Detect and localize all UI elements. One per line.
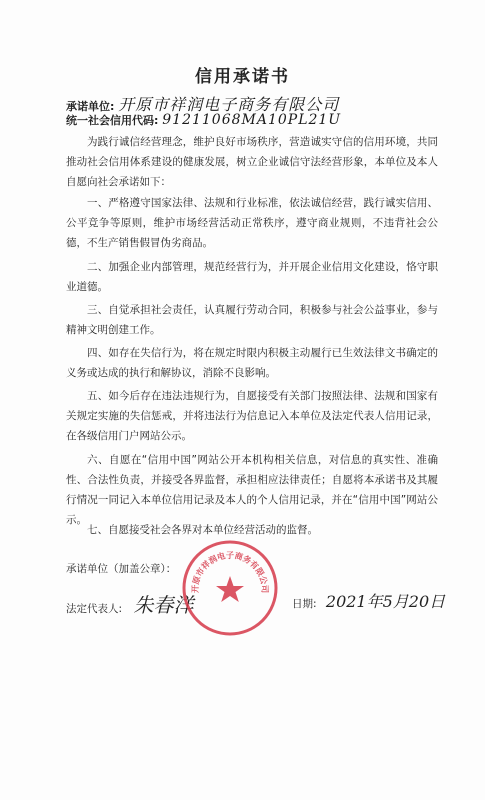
paragraph-2: 二、加强企业内部管理，规范经营行为，并开展企业信用文化建设，恪守职业道德。 — [66, 261, 438, 293]
company-seal-icon — [180, 538, 280, 638]
legal-rep-label: 法定代表人: — [66, 603, 123, 615]
credit-code-row — [66, 112, 341, 128]
legal-rep-signature: 朱春洋 — [133, 593, 194, 617]
credit-code-handwritten: 91211068MA10PL21U — [162, 112, 342, 128]
seal-text: 开原市祥润电子商务有限公司 — [189, 550, 271, 594]
date-handwritten: 2021年5月20日 — [325, 592, 446, 611]
seal-star-icon — [216, 576, 244, 602]
unit-name-handwritten: 开原市祥润电子商务有限公司 — [118, 95, 340, 114]
document-title: 信用承诺书 — [195, 67, 290, 87]
unit-label: 承诺单位: — [66, 100, 115, 113]
paragraph-5: 五、如今后存在违法违规行为，自愿接受有关部门按照法律、法规和国家有关规定实施的失信惩戒，并将违法行为信息记入本单位及法定代表人信用记录，在各级信用门户网站公示。 — [66, 390, 438, 442]
credit-code-label: 统一社会信用代码: — [66, 114, 159, 127]
paragraph-7: 七、自愿接受社会各界对本单位经营活动的监督。 — [87, 524, 318, 536]
paragraph-1: 一、严格遵守国家法律、法规和行业标准，依法诚信经营，践行诚实信用、公平竞争等原则，维护市场经营活动正常秩序，遵守商业规则，不违背社会公德，不生产销售假冒伪劣商品。 — [66, 197, 438, 249]
paragraph-4: 四、如存在失信行为，将在规定时限内积极主动履行已生效法律文书确定的义务或达成的执行和解协议，消除不良影响。 — [66, 347, 438, 379]
legal-rep-row — [66, 589, 193, 618]
paragraph-6: 六、自愿在“信用中国”网站公开本机构相关信息，对信息的真实性、准确性、合法性负责，并接受各界监督，承担相应法律责任；自愿将本承诺书及其履行情况一同记入本单位信用记录及本人的个人信用记录，并在“信用中国”网站公示。 — [66, 454, 438, 526]
seal-label: 承诺单位（加盖公章）： — [66, 563, 177, 575]
paragraph-intro: 为践行诚信经营理念，维护良好市场秩序，营造诚实守信的信用环境，共同推动社会信用体系建设的健康发展，树立企业诚信守法经营形象，本单位及本人自愿向社会承诺如下： — [66, 136, 438, 188]
date-label: 日期: — [292, 598, 317, 610]
date-row — [292, 589, 445, 612]
paragraph-3: 三、自觉承担社会责任，认真履行劳动合同，积极参与社会公益事业，参与精神文明创建工作。 — [66, 304, 438, 336]
